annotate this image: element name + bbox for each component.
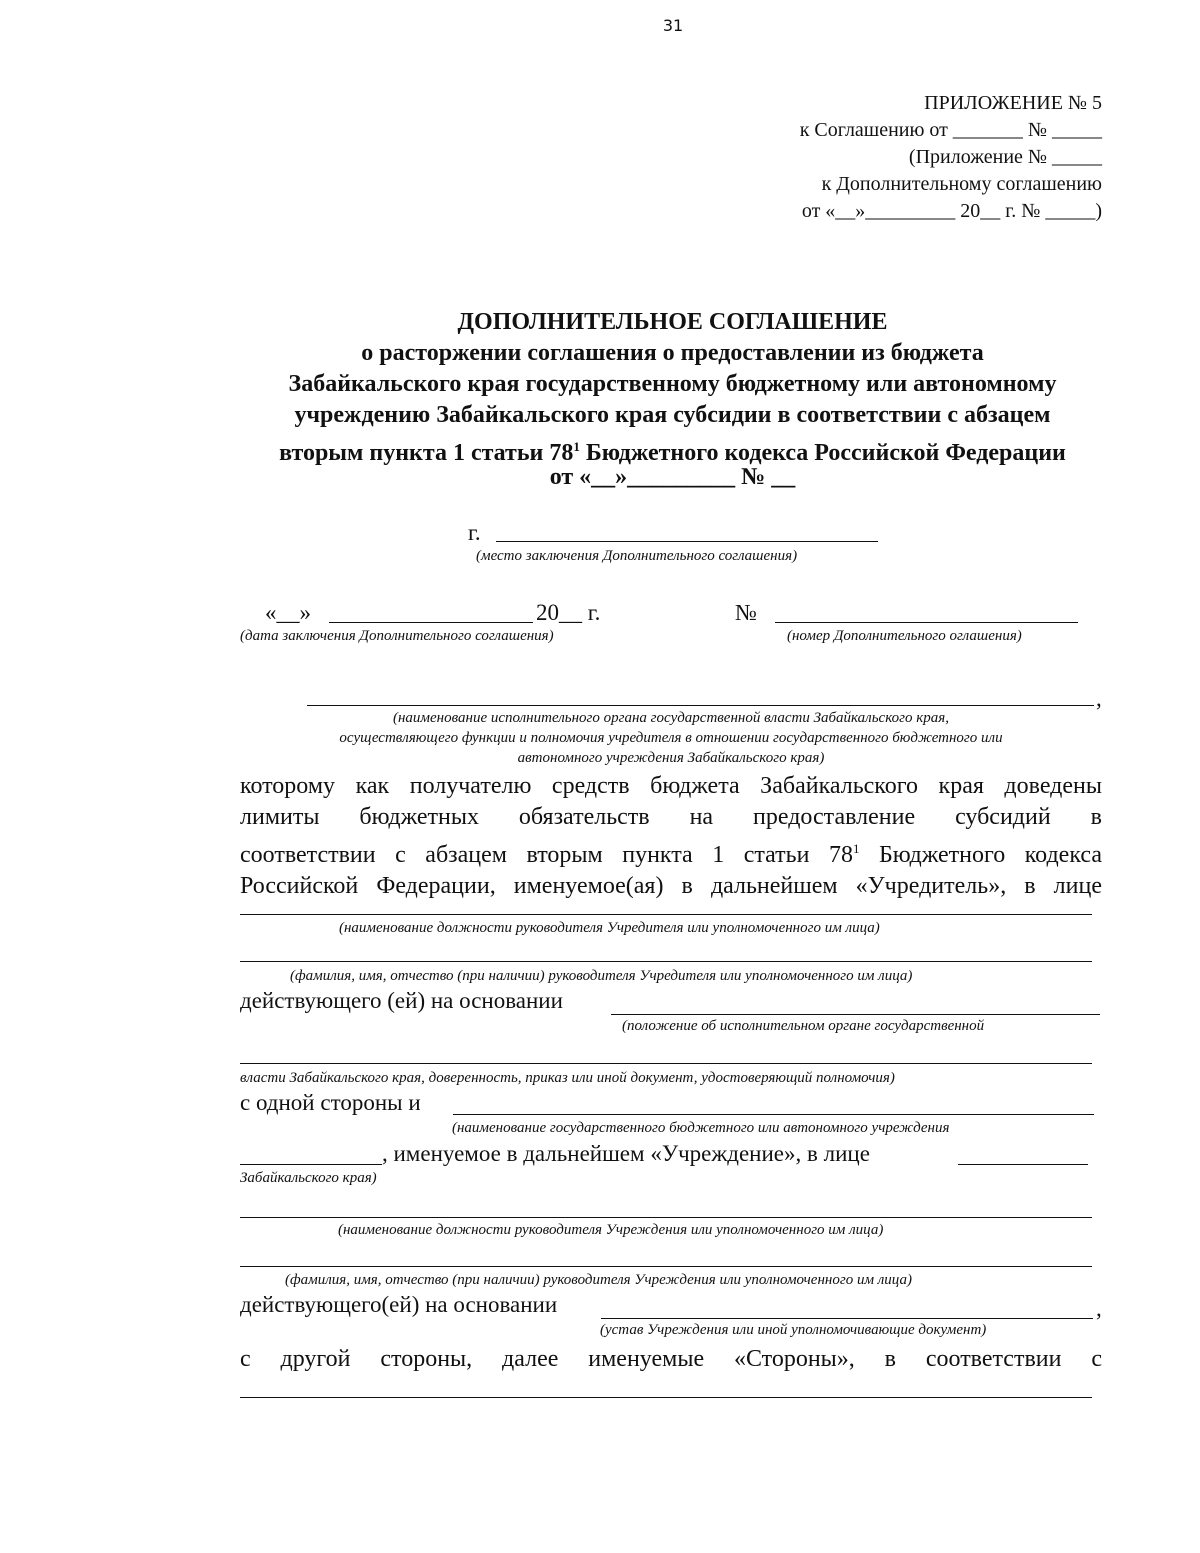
institution-one-side: с одной стороны и bbox=[240, 1090, 421, 1115]
institution-name-caption-2: Забайкальского края) bbox=[240, 1170, 377, 1186]
organ-caption-1: (наименование исполнительного органа государственной власти Забайкальского края, bbox=[392, 710, 949, 726]
institution-name-line bbox=[453, 1114, 1094, 1115]
final-paragraph bbox=[240, 1344, 1102, 1375]
title-line-5: от «__»_________ № __ bbox=[549, 464, 796, 490]
institution-named-text: , именуемое в дальнейшем «Учреждение», в лице bbox=[382, 1141, 870, 1166]
number-caption: (номер Дополнительного оглашения) bbox=[787, 628, 1022, 644]
institution-basis-text: действующего(ей) на основании bbox=[240, 1292, 558, 1317]
institution-basis-line bbox=[601, 1318, 1093, 1319]
number-prefix: № bbox=[735, 600, 757, 625]
paragraph-line-3 bbox=[240, 833, 1102, 871]
appendix-agreement-ref: к Соглашению от _______ № _____ bbox=[799, 119, 1102, 141]
title-line-4a: вторым пункта 1 статьи 78 bbox=[279, 440, 574, 466]
founder-basis-caption-2: власти Забайкальского края, доверенность, приказ или иной документ, удостоверяющий полномочия) bbox=[240, 1070, 895, 1086]
institution-name-line-2 bbox=[240, 1164, 382, 1165]
appendix-date-ref: от «__»_________ 20__ г. № _____) bbox=[801, 200, 1102, 222]
organ-caption-3: автономного учреждения Забайкальского края) bbox=[517, 750, 825, 766]
appendix-supplement-ref: к Дополнительному соглашению bbox=[821, 173, 1102, 195]
institution-basis-comma: , bbox=[1096, 1296, 1102, 1321]
organ-caption-2: осуществляющего функции и полномочия учредителя в отношении государственного бюджетного или bbox=[339, 730, 1003, 746]
institution-name-caption: (наименование государственного бюджетного или автономного учреждения bbox=[452, 1120, 950, 1136]
founder-basis-line-2 bbox=[240, 1063, 1092, 1064]
institution-position-line bbox=[240, 1217, 1092, 1218]
title-line-1: о расторжении соглашения о предоставлении из бюджета bbox=[361, 340, 984, 366]
title-line-4-sup: 1 bbox=[573, 439, 580, 454]
page-number: 31 bbox=[662, 16, 684, 35]
founder-fio-line bbox=[240, 961, 1092, 962]
paragraph-line-3-sup: 1 bbox=[852, 841, 860, 856]
paragraph-line-3b: Бюджетного кодекса bbox=[859, 842, 1102, 868]
title-heading: ДОПОЛНИТЕЛЬНОЕ СОГЛАШЕНИЕ bbox=[457, 309, 888, 335]
final-field-line bbox=[240, 1397, 1092, 1398]
paragraph-line-1: которому как получателю средств бюджета Забайкальского края доведены bbox=[240, 773, 1102, 799]
institution-position-caption: (наименование должности руководителя Учреждения или уполномоченного им лица) bbox=[338, 1222, 884, 1238]
number-field-line bbox=[775, 622, 1078, 623]
paragraph-line-3a: соответствии с абзацем вторым пункта 1 статьи 78 bbox=[240, 842, 853, 868]
founder-fio-caption: (фамилия, имя, отчество (при наличии) руководителя Учредителя или уполномоченного им лица) bbox=[290, 968, 913, 984]
institution-head-line bbox=[958, 1164, 1088, 1165]
organ-comma: , bbox=[1096, 686, 1102, 711]
appendix-annex-ref: (Приложение № _____ bbox=[908, 146, 1102, 168]
founder-basis-text: действующего (ей) на основании bbox=[240, 988, 563, 1013]
title-line-2: Забайкальского края государственному бюджетному или автономному bbox=[288, 371, 1057, 397]
founder-basis-caption-1: (положение об исполнительном органе государственной bbox=[622, 1018, 985, 1034]
place-field-line bbox=[496, 541, 878, 542]
appendix-title: ПРИЛОЖЕНИЕ № 5 bbox=[924, 92, 1102, 114]
paragraph-line-4: Российской Федерации, именуемое(ая) в дальнейшем «Учредитель», в лице bbox=[240, 873, 1102, 899]
institution-fio-line bbox=[240, 1266, 1092, 1267]
date-year: 20__ г. bbox=[536, 600, 601, 625]
title-line-4b: Бюджетного кодекса Российской Федерации bbox=[579, 440, 1066, 466]
date-day: «__» bbox=[265, 600, 311, 625]
date-caption: (дата заключения Дополнительного соглашения) bbox=[240, 628, 554, 644]
title-line-3: учреждению Забайкальского края субсидии в соответствии с абзацем bbox=[294, 402, 1051, 428]
organ-name-line bbox=[307, 705, 1094, 706]
paragraph-line-2: лимиты бюджетных обязательств на предоставление субсидий в bbox=[240, 804, 1102, 830]
final-line: с другой стороны, далее именуемые «Стороны», в соответствии с bbox=[240, 1346, 1102, 1372]
place-prefix: г. bbox=[468, 520, 481, 545]
founder-basis-line bbox=[611, 1014, 1100, 1015]
paragraph-recipient bbox=[240, 771, 1102, 902]
date-month-line bbox=[329, 622, 533, 623]
place-caption: (место заключения Дополнительного соглашения) bbox=[476, 548, 798, 564]
founder-position-line bbox=[240, 914, 1092, 915]
institution-fio-caption: (фамилия, имя, отчество (при наличии) руководителя Учреждения или уполномоченного им лица) bbox=[285, 1272, 912, 1288]
institution-basis-caption: (устав Учреждения или иной уполномочивающие документ) bbox=[600, 1322, 987, 1338]
founder-position-caption: (наименование должности руководителя Учредителя или уполномоченного им лица) bbox=[339, 920, 880, 936]
